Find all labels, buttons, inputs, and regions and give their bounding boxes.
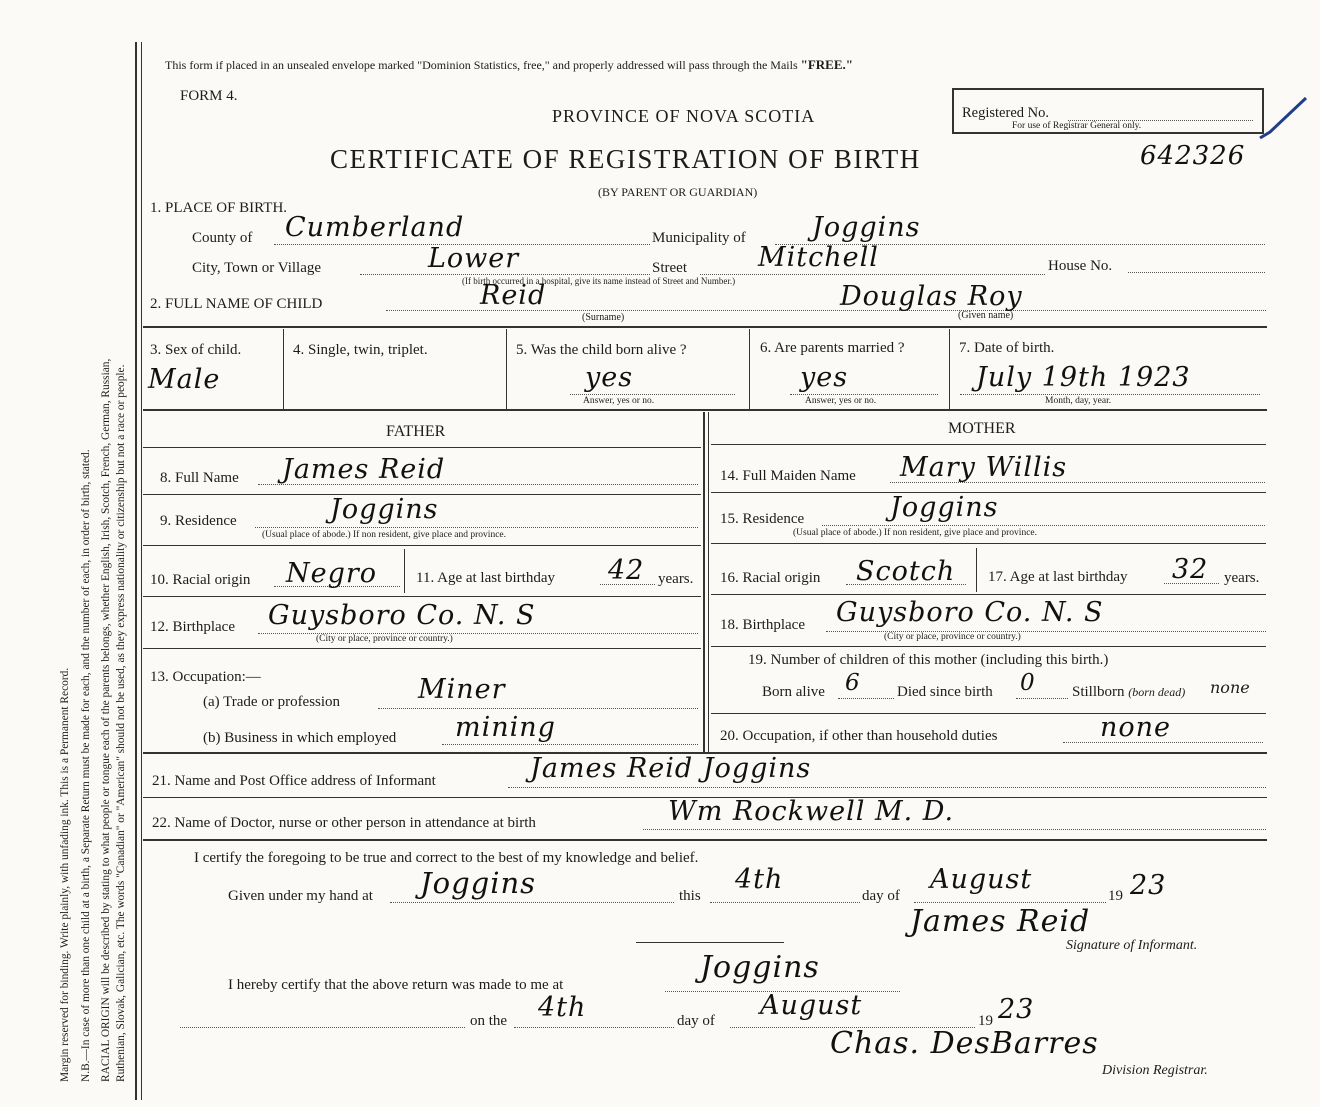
given-under-hand-label: Given under my hand at — [228, 888, 373, 904]
certify-year-prefix: 19 — [1108, 888, 1123, 904]
city-label: City, Town or Village — [192, 260, 322, 276]
mother-birthplace-caption: (City or place, province or country.) — [884, 632, 1021, 642]
province-heading: PROVINCE OF NOVA SCOTIA — [552, 106, 816, 126]
registrar-year-value: 23 — [998, 994, 1035, 1025]
stillborn-label: Stillborn (born dead) — [1072, 684, 1186, 700]
mother-age-value: 32 — [1172, 554, 1209, 585]
given-name-caption: (Given name) — [958, 310, 1014, 321]
mail-note: This form if placed in an unsealed envelope marked "Dominion Statistics, free," and properly addressed will pass through the Mails "FREE." — [165, 57, 853, 72]
mother-residence-label: 15. Residence — [720, 511, 805, 527]
city-value: Lower — [428, 243, 520, 274]
rule — [143, 326, 1267, 328]
child-given-name: Douglas Roy — [840, 281, 1023, 312]
answer-caption: Answer, yes or no. — [583, 396, 655, 406]
dob-caption: Month, day, year. — [1045, 396, 1112, 406]
father-racial-value: Negro — [286, 558, 378, 589]
born-alive-value: 6 — [845, 670, 861, 696]
mother-age-label: 17. Age at last birthday — [988, 569, 1128, 585]
mother-birthplace-label: 18. Birthplace — [720, 617, 805, 633]
father-birthplace-value: Guysboro Co. N. S — [268, 600, 536, 631]
registered-no-label: Registered No. — [962, 105, 1049, 121]
born-alive-question: 5. Was the child born alive ? — [516, 342, 687, 358]
informant-certification: I certify the foregoing to be true and correct to the best of my knowledge and belief. — [194, 850, 699, 866]
this-label: this — [679, 888, 701, 904]
municipality-label: Municipality of — [652, 230, 746, 246]
informant-value: James Reid Joggins — [530, 753, 812, 784]
registrar-signature: Chas. DesBarres — [830, 1026, 1099, 1061]
father-heading: FATHER — [386, 423, 446, 440]
answer-caption-2: Answer, yes or no. — [805, 396, 877, 406]
registrar-day-of-label: day of — [677, 1013, 715, 1029]
margin-racial-note-1: RACIAL ORIGIN will be described by stating to what people or tongue each of the parents belongs, whether English, Irish, Scotch, French, German, Russian, — [100, 358, 112, 1082]
registrar-place-value: Joggins — [700, 950, 820, 985]
certify-day-value: 4th — [735, 864, 784, 895]
father-birthplace-label: 12. Birthplace — [150, 619, 235, 635]
father-residence-caption: (Usual place of abode.) If non resident, give place and province. — [262, 530, 506, 540]
children-count-label: 19. Number of children of this mother (including this birth.) — [748, 652, 1109, 668]
mother-name-value: Mary Willis — [900, 452, 1068, 483]
certificate-number: 642326 — [1140, 141, 1246, 171]
registrar-certification: I hereby certify that the above return was made to me at — [228, 977, 564, 993]
street-value: Mitchell — [758, 242, 879, 273]
father-residence-label: 9. Residence — [160, 513, 237, 529]
registrar-day-value: 4th — [538, 992, 587, 1023]
day-of-label: day of — [862, 888, 900, 904]
business-value: mining — [455, 712, 556, 743]
sex-label: 3. Sex of child. — [150, 342, 242, 358]
margin-racial-note-2: Ruthenian, Slovak, Galician, etc. The words "Canadian" or "American" should not be used, as they express nationality or citizenship but not a race or people. — [115, 364, 127, 1082]
on-the-label: on the — [470, 1013, 508, 1029]
died-since-birth-value: 0 — [1020, 670, 1036, 696]
father-racial-label: 10. Racial origin — [150, 572, 251, 588]
doctor-value: Wm Rockwell M. D. — [668, 796, 955, 827]
certificate-subtitle: (BY PARENT OR GUARDIAN) — [598, 185, 758, 199]
house-number-label: House No. — [1048, 258, 1113, 274]
parents-married-answer: yes — [800, 362, 849, 393]
mother-racial-value: Scotch — [856, 556, 956, 587]
father-name-label: 8. Full Name — [160, 470, 239, 486]
surname-caption: (Surname) — [582, 312, 625, 323]
mother-heading: MOTHER — [948, 420, 1016, 437]
certify-month-value: August — [930, 864, 1033, 895]
informant-signature-caption: Signature of Informant. — [1066, 938, 1198, 953]
born-alive-answer: yes — [585, 362, 634, 393]
municipality-value: Joggins — [812, 212, 921, 243]
date-of-birth-label: 7. Date of birth. — [959, 340, 1055, 356]
mother-occupation-label: 20. Occupation, if other than household duties — [720, 728, 998, 744]
stillborn-value: none — [1210, 678, 1250, 697]
hospital-note: (If birth occurred in a hospital, give its name instead of Street and Number.) — [462, 276, 736, 286]
registrar-general-note: For use of Registrar General only. — [1012, 121, 1142, 131]
form-number: FORM 4. — [180, 88, 238, 104]
sex-value: Male — [148, 364, 221, 395]
father-residence-value: Joggins — [330, 494, 439, 525]
check-mark-icon — [1258, 96, 1308, 142]
informant-label: 21. Name and Post Office address of Informant — [152, 773, 436, 789]
mother-residence-value: Joggins — [890, 492, 999, 523]
county-label: County of — [192, 230, 253, 246]
father-name-value: James Reid — [282, 454, 446, 485]
father-age-value: 42 — [608, 555, 645, 586]
certificate-title: CERTIFICATE OF REGISTRATION OF BIRTH — [330, 144, 921, 174]
father-age-label: 11. Age at last birthday — [416, 570, 555, 586]
plurality-label: 4. Single, twin, triplet. — [293, 342, 428, 358]
child-name-label: 2. FULL NAME OF CHILD — [150, 296, 323, 312]
mother-racial-label: 16. Racial origin — [720, 570, 821, 586]
died-since-birth-label: Died since birth — [897, 684, 993, 700]
margin-nb-note: N.B.—In case of more than one child at a birth, a Separate Return must be made for each, and the number of each, in order of birth, stated. — [80, 449, 92, 1082]
born-alive-label: Born alive — [762, 684, 825, 700]
mother-name-label: 14. Full Maiden Name — [720, 468, 856, 484]
trade-label: (a) Trade or profession — [203, 694, 341, 710]
mother-age-unit: years. — [1224, 570, 1260, 586]
mother-occupation-value: none — [1100, 712, 1172, 743]
place-of-birth-heading: 1. PLACE OF BIRTH. — [150, 200, 288, 216]
parents-married-question: 6. Are parents married ? — [760, 340, 905, 356]
given-place-value: Joggins — [420, 866, 537, 900]
informant-signature: James Reid — [910, 904, 1091, 939]
father-birthplace-caption: (City or place, province or country.) — [316, 634, 453, 644]
trade-value: Miner — [418, 674, 506, 705]
doctor-label: 22. Name of Doctor, nurse or other person in attendance at birth — [152, 815, 536, 831]
registrar-month-value: August — [760, 990, 863, 1021]
registrar-year-prefix: 19 — [978, 1013, 993, 1029]
father-occupation-label: 13. Occupation:— — [150, 669, 261, 685]
margin-rule-inner — [141, 42, 142, 1100]
county-value: Cumberland — [285, 212, 465, 243]
child-surname: Reid — [480, 280, 547, 311]
father-age-unit: years. — [658, 571, 694, 587]
margin-binding-note: Margin reserved for binding. Write plainly, with unfading ink. This is a Permanent Record. — [59, 667, 71, 1082]
business-label: (b) Business in which employed — [203, 730, 397, 746]
certify-year-value: 23 — [1130, 870, 1167, 901]
registrar-signature-caption: Division Registrar. — [1102, 1063, 1208, 1078]
date-of-birth-value: July 19th 1923 — [976, 362, 1191, 393]
mother-residence-caption: (Usual place of abode.) If non resident, give place and province. — [793, 528, 1037, 538]
margin-rule — [135, 42, 137, 1100]
mother-birthplace-value: Guysboro Co. N. S — [836, 597, 1104, 628]
street-label: Street — [652, 260, 687, 276]
